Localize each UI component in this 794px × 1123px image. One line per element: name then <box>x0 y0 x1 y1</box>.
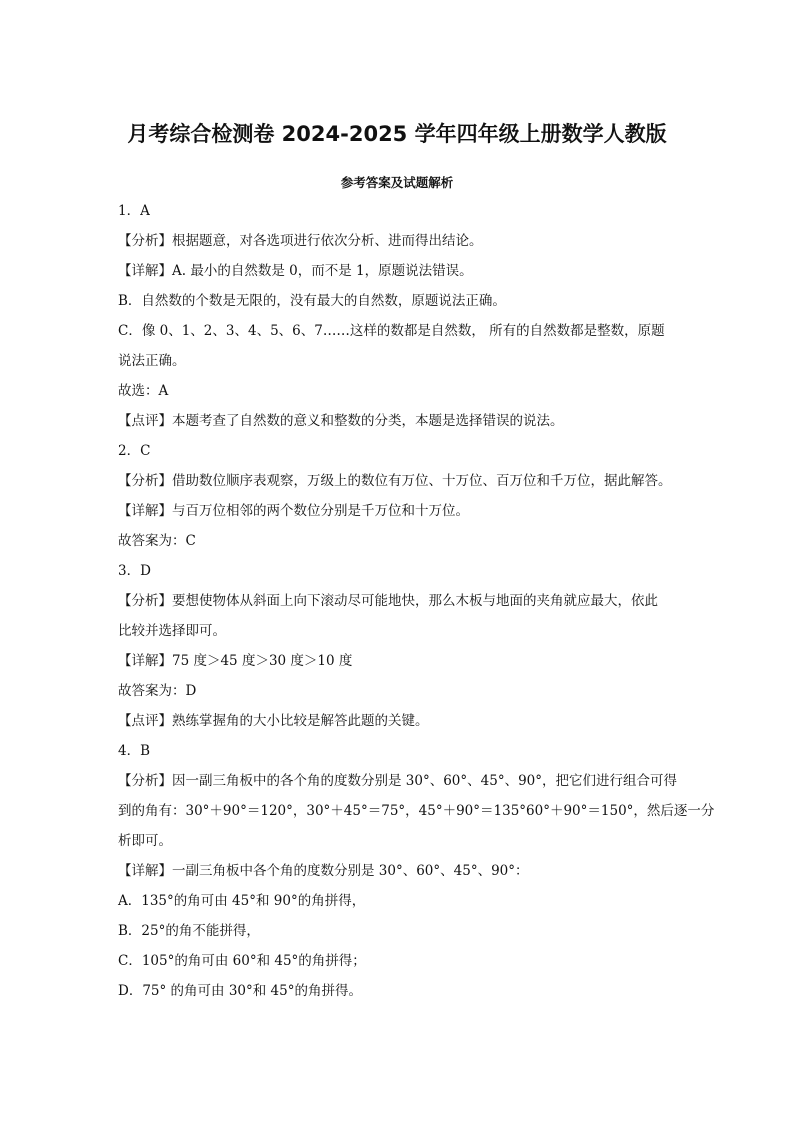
comment-paragraph: 【点评】本题考查了自然数的意义和整数的分类，本题是选择错误的说法。 <box>118 413 564 429</box>
answer-number-3: 3．D <box>118 563 151 579</box>
answer-choice: 故答案为：C <box>118 533 196 549</box>
detail-paragraph: C．105°的角可由 60°和 45°的角拼得； <box>118 953 366 969</box>
analysis-paragraph: 到的角有：30°＋90°＝120°，30°＋45°＝75°，45°＋90°＝135°60°＋90°＝150°，然后逐一分 <box>118 803 715 819</box>
answer-number-2: 2．C <box>118 443 151 459</box>
answer-body <box>118 196 715 1006</box>
detail-paragraph: 【详解】一副三角板中各个角的度数分别是 30°、60°、45°、90°： <box>118 863 529 879</box>
detail-paragraph: A．135°的角可由 45°和 90°的角拼得， <box>118 893 366 909</box>
detail-paragraph: 【详解】A. 最小的自然数是 0，而不是 1，原题说法错误。 <box>118 263 473 279</box>
answer-number-4: 4．B <box>118 743 151 759</box>
detail-paragraph: B．25°的角不能拼得， <box>118 923 260 939</box>
detail-paragraph: C．像 0、1、2、3、4、5、6、7……这样的数都是自然数， 所有的自然数都是整数，原题 <box>118 323 665 339</box>
answer-choice: 故答案为：D <box>118 683 197 699</box>
document-title: 月考综合检测卷 2024-2025 学年四年级上册数学人教版 <box>127 122 667 146</box>
comment-paragraph: 【点评】熟练掌握角的大小比较是解答此题的关键。 <box>118 713 429 729</box>
analysis-paragraph: 【分析】要想使物体从斜面上向下滚动尽可能地快，那么木板与地面的夹角就应最大，依此 <box>118 593 658 609</box>
detail-paragraph: D．75° 的角可由 30°和 45°的角拼得。 <box>118 983 362 999</box>
document-subtitle: 参考答案及试题解析 <box>340 175 454 190</box>
answer-choice: 故选：A <box>118 383 169 399</box>
answer-number-1: 1．A <box>118 203 150 219</box>
analysis-paragraph: 【分析】根据题意，对各选项进行依次分析、进而得出结论。 <box>118 233 483 249</box>
detail-paragraph: B．自然数的个数是无限的，没有最大的自然数，原题说法正确。 <box>118 293 506 309</box>
detail-paragraph: 说法正确。 <box>118 353 186 369</box>
analysis-paragraph: 【分析】借助数位顺序表观察，万级上的数位有万位、十万位、百万位和千万位，据此解答。 <box>118 473 672 489</box>
analysis-paragraph: 比较并选择即可。 <box>118 623 226 639</box>
detail-paragraph: 【详解】与百万位相邻的两个数位分别是千万位和十万位。 <box>118 503 469 519</box>
analysis-paragraph: 【分析】因一副三角板中的各个角的度数分别是 30°、60°、45°、90°，把它们进行组合可得 <box>118 773 678 789</box>
analysis-paragraph: 析即可。 <box>118 833 172 849</box>
detail-paragraph: 【详解】75 度＞45 度＞30 度＞10 度 <box>118 653 353 669</box>
